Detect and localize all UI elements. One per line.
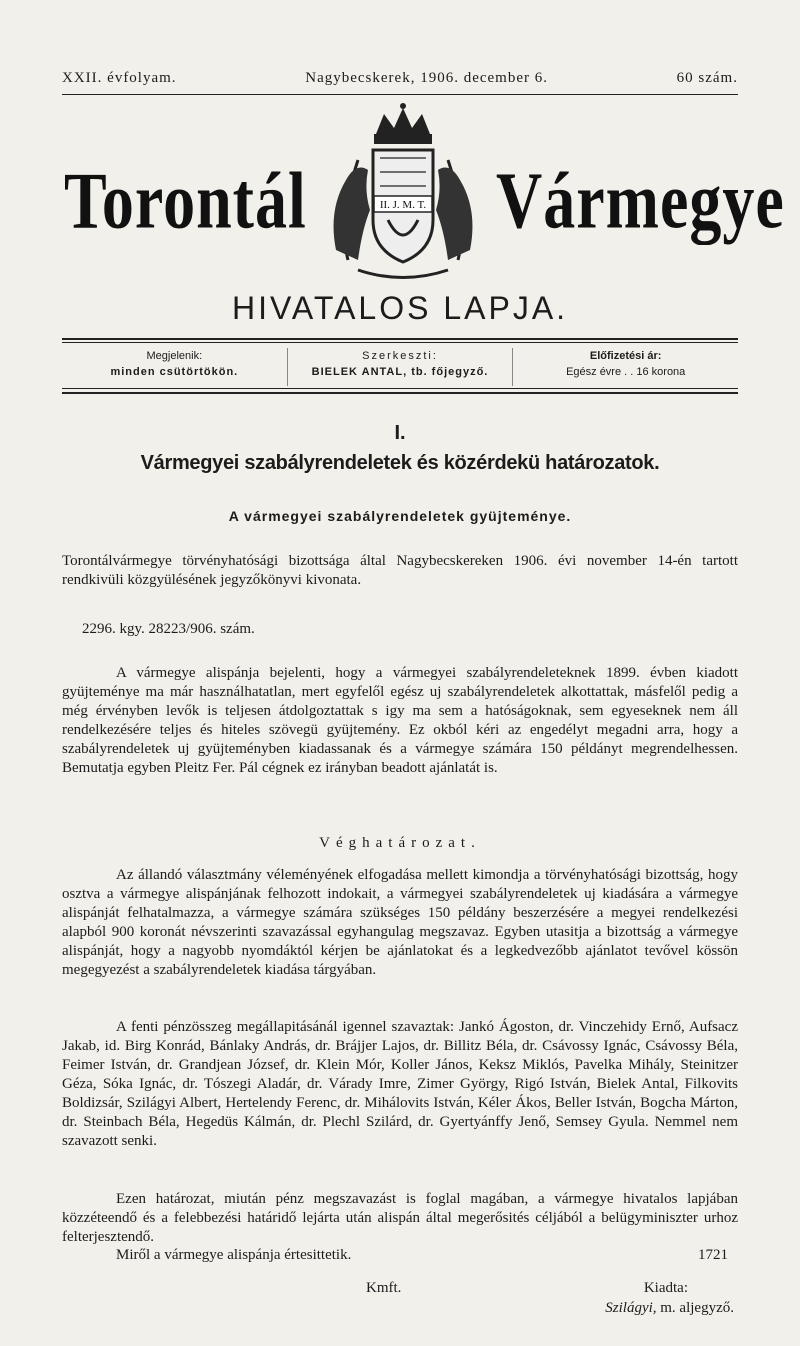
crest-label: II. J. M. T. — [379, 199, 427, 211]
paragraph-proposal: A vármegye alispánja bejelenti, hogy a vármegyei szabályrendeleteknek 1899. évben kiadott gyüjteménye ma már használhatatlan, mert egyfelől egész uj szabályrendeletek alkottattak, másfelől pedig a még érvényben levők is teljesen átdolgoztattak s igy ma sem a hatóságoknak, sem egyeseknek nem áll rendelkezésére teljes és hiteles szövegü gyüjtemény. Ez okból kéri az engedélyt megadni arra, hogy a szabályrendeletek uj gyüjteményben kiadassanak és a vármegye számára 150 példányt megrendelhessen. Bemutatja egyben Pleitz Fer. Pál cégnek ez irányban beadott ajánlatát is. — [62, 665, 738, 776]
notice-row — [62, 1247, 738, 1264]
issued-label: Kiadta: — [643, 1280, 688, 1296]
price-label: Előfizetési ár: — [589, 350, 662, 362]
info-rule-bottom-thin — [62, 388, 738, 389]
info-rule-top — [62, 338, 738, 340]
paragraph-votes: A fenti pénzösszeg megállapitásánál igennel szavaztak: Jankó Ágoston, dr. Vinczehidy Ernő, Aufsacz Jakab, id. Birg Konrád, Bánlaky András, dr. Brájjer Lajos, dr. Billitz Béla, dr. Csávossy Ignác, Csávossy Béla, Feimer István, dr. Grandjean József, dr. Klein Mór, Koller János, Keksz Miklós, Pavelka Mihály, Steinitzer Géza, Sóka Ignác, dr. Tószegi Aladár, dr. Várady Imre, Zimer György, Rigó István, Bielek Antal, Filkovits Boldizsár, Szilágyi Albert, Hertelendy Ferenc, dr. Mihálovits István, Kéler Ákos, Beller István, Bogcha Márton, dr. Steinbach Béla, Hegedüs Kálmán, dr. Plechl Szilárd, dr. Gyertyánffy Jenő, Semsey Gyula. Nemmel nem szavazott senki. — [62, 1019, 738, 1149]
header-rule — [62, 94, 738, 95]
masthead-title-right: Vármegye — [496, 156, 785, 245]
editor-value: BIELEK ANTAL, tb. főjegyző. — [311, 366, 489, 378]
info-appearance — [62, 348, 287, 386]
info-editor — [287, 348, 513, 386]
masthead — [0, 100, 800, 290]
info-rule-top-thin — [62, 342, 738, 343]
publication-info — [62, 348, 738, 386]
masthead-subtitle: HIVATALOS LAPJA. — [231, 290, 569, 326]
issue-number: 60 szám. — [676, 70, 738, 86]
volume-label: XXII. évfolyam. — [62, 70, 177, 86]
intro-paragraph: Torontálvármegye törvényhatósági bizottsága által Nagybecskereken 1906. évi november 14-én tartott rendkivüli közgyülésének jegyzőkönyvi kivonata. — [62, 553, 738, 588]
appearance-label: Megjelenik: — [146, 350, 203, 362]
collection-title: A vármegyei szabályrendeletek gyüjteménye. — [228, 508, 572, 524]
signer-title: m. aljegyző. — [660, 1300, 734, 1316]
price-value: Egész évre . . 16 korona — [566, 366, 686, 378]
coat-of-arms-icon — [318, 100, 488, 290]
signer-name: Szilágyi, — [605, 1300, 657, 1316]
appearance-value: minden csütörtökön. — [110, 366, 239, 378]
info-price — [512, 348, 738, 386]
section-number: I. — [394, 422, 406, 444]
editor-label: Szerkeszti: — [362, 350, 438, 362]
kmft-label: Kmft. — [366, 1280, 402, 1296]
document-number: 1721 — [698, 1247, 728, 1263]
section-title: Vármegyei szabályrendeletek és közérdekü határozatok. — [140, 452, 660, 474]
masthead-title-left: Torontál — [64, 156, 307, 245]
place-date: Nagybecskerek, 1906. december 6. — [305, 70, 548, 86]
issue-header — [62, 70, 738, 87]
reference-number: 2296. kgy. 28223/906. szám. — [82, 621, 255, 637]
paragraph-decision: Az állandó választmány véleményének elfogadása mellett kimondja a törvényhatósági bizottság, hogy osztva a vármegye alispánjának felhozott indokait, a vármegyei szabályrendeletek uj kiadására a vármegye alispánját felhatalmazza, a vármegye számára szükséges 150 példány beszerzésére a megyei rendelkezési alapból 900 koronát névszerinti szavazással egyhangulag megszavaz. Egyben utasitja a bizottság a vármegye alispánját, hogy a nagyobb nyomdáktól kérjen be ajánlatokat és a legkedvezőbb ajánlatot tevővel kössön megegyezést a szabályrendeletek kiadása tárgyában. — [62, 867, 738, 978]
signature-row — [62, 1280, 738, 1297]
paragraph-publication: Ezen határozat, miután pénz megszavazást is foglal magában, a vármegye hivatalos lapjában közzéteendő és a felebbezési határidő lejárta után alispán által megerősités céljából a belügyminiszter urhoz felterjesztendő. — [62, 1191, 738, 1245]
signer-row — [62, 1300, 738, 1317]
signer — [605, 1300, 738, 1317]
notice-text: Miről a vármegye alispánja értesittetik. — [116, 1247, 352, 1263]
info-rule-bottom — [62, 392, 738, 394]
decision-heading: Véghatározat. — [319, 835, 481, 851]
